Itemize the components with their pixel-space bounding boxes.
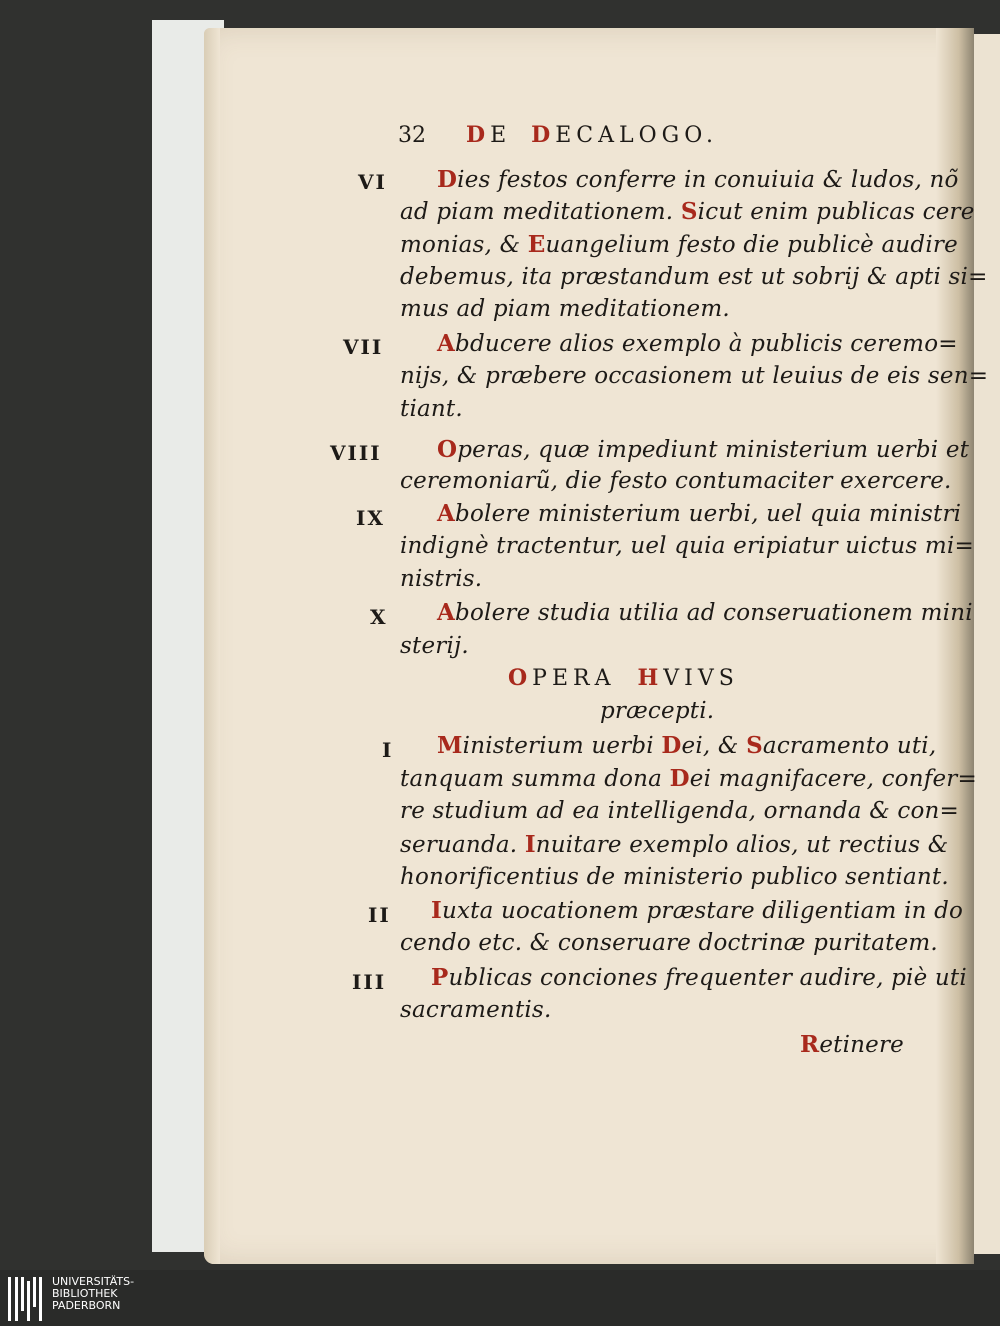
library-name [52, 1276, 134, 1312]
line-text: bolere studia utilia ad conseruationem mini [455, 600, 973, 626]
line-text: ies festos conferre in conuiuia & ludos, nõ [457, 167, 959, 193]
numeral-iii: III [352, 970, 387, 994]
red-initial: S [746, 732, 763, 759]
text-line [400, 830, 948, 860]
text-line: indignè tractentur, uel quia eripiatur uictus mi= [400, 533, 974, 559]
red-initial: D [437, 166, 458, 193]
red-initial: E [527, 231, 546, 258]
red-initial: O [437, 436, 458, 463]
text-line [400, 230, 958, 260]
text-line: nijs, & præbere occasionem ut leuius de eis sen= [400, 363, 989, 389]
header-word-2: ECALOGO. [555, 123, 718, 148]
text-line [437, 499, 961, 529]
red-initial: I [524, 831, 536, 858]
red-initial: D [661, 732, 682, 759]
library-name-line: BIBLIOTHEK [52, 1287, 118, 1300]
red-initial: S [680, 198, 698, 225]
header-word-1: E [490, 123, 512, 148]
text-line [437, 165, 959, 195]
header-initial-1: D [466, 122, 491, 148]
text-line: re studium ad ea intelligenda, ornanda & con= [400, 798, 959, 824]
line-text: tanquam summa dona [400, 766, 670, 792]
library-logo-icon [8, 1277, 44, 1321]
line-text: monias, & [400, 232, 528, 258]
page-number: 32 [398, 123, 426, 148]
red-initial: I [431, 897, 442, 924]
section-heading [508, 665, 739, 691]
line-text: seruanda. [400, 832, 525, 858]
page-stack-edge [204, 28, 220, 1264]
line-text: ublicas conciones frequenter audire, piè uti [448, 965, 967, 991]
line-text: bducere alios exemplo à publicis ceremo= [455, 331, 958, 357]
text-line: cendo etc. & conseruare doctrinæ puritatem. [400, 930, 938, 956]
line-text: ei magnifacere, confer= [689, 766, 977, 792]
heading-word: VIVS [663, 666, 739, 691]
numeral-vi: VI [358, 170, 387, 194]
red-initial: M [437, 732, 463, 759]
numeral-vii: VII [343, 335, 384, 359]
numeral-ii: II [368, 903, 391, 927]
text-line [437, 598, 973, 628]
catchword [800, 1030, 904, 1060]
red-initial: P [431, 964, 449, 991]
text-line [431, 896, 963, 926]
line-text: uxta uocationem præstare diligentiam in do [441, 898, 964, 924]
line-text: inisterium uerbi [462, 733, 662, 759]
text-line: tiant. [400, 396, 463, 422]
line-text: icut enim publicas cere [697, 199, 975, 225]
text-line [437, 435, 969, 465]
red-initial: A [437, 500, 456, 527]
numeral-x: X [370, 605, 388, 629]
text-line [437, 329, 958, 359]
red-initial: A [437, 330, 456, 357]
line-text: bolere ministerium uerbi, uel quia ministri [455, 501, 962, 527]
numeral-ix: IX [356, 506, 385, 530]
numeral-viii: VIII [330, 441, 382, 465]
text-line: sacramentis. [400, 997, 552, 1023]
text-line [400, 197, 975, 227]
line-text: uangelium festo die publicè audire [545, 232, 958, 258]
section-subheading: præcepti. [600, 698, 715, 724]
numeral-i: I [382, 738, 394, 762]
line-text: acramento uti, [762, 733, 937, 759]
red-initial: D [669, 765, 690, 792]
red-initial: O [508, 665, 533, 691]
red-initial: R [800, 1031, 820, 1058]
text-line: ceremoniarũ, die festo contumaciter exercere. [400, 468, 952, 494]
line-text: ad piam meditationem. [400, 199, 674, 225]
line-text: nuitare exemplo alios, ut rectius & [535, 832, 949, 858]
text-line: nistris. [400, 566, 483, 592]
heading-word: PERA [532, 666, 616, 691]
text-line [437, 731, 936, 761]
text-line: mus ad piam meditationem. [400, 296, 730, 322]
running-header [398, 122, 718, 148]
text-line: honorificentius de ministerio publico sentiant. [400, 864, 949, 890]
text-line [431, 963, 967, 993]
header-initial-2: D [531, 122, 556, 148]
line-text: peras, quæ impediunt ministerium uerbi et [457, 437, 970, 463]
facing-page-edge [972, 34, 1000, 1254]
text-line: sterij. [400, 633, 469, 659]
line-text: ei, & [681, 733, 747, 759]
text-line: debemus, ita præstandum est ut sobrij & apti si= [400, 264, 988, 290]
red-initial: H [637, 665, 664, 691]
footer-bar [0, 1270, 1000, 1326]
catchword-text: etinere [819, 1032, 904, 1058]
red-initial: A [437, 599, 456, 626]
library-name-line: PADERBORN [52, 1299, 121, 1312]
library-name-line: UNIVERSITÄTS- [52, 1275, 135, 1288]
text-line [400, 764, 977, 794]
